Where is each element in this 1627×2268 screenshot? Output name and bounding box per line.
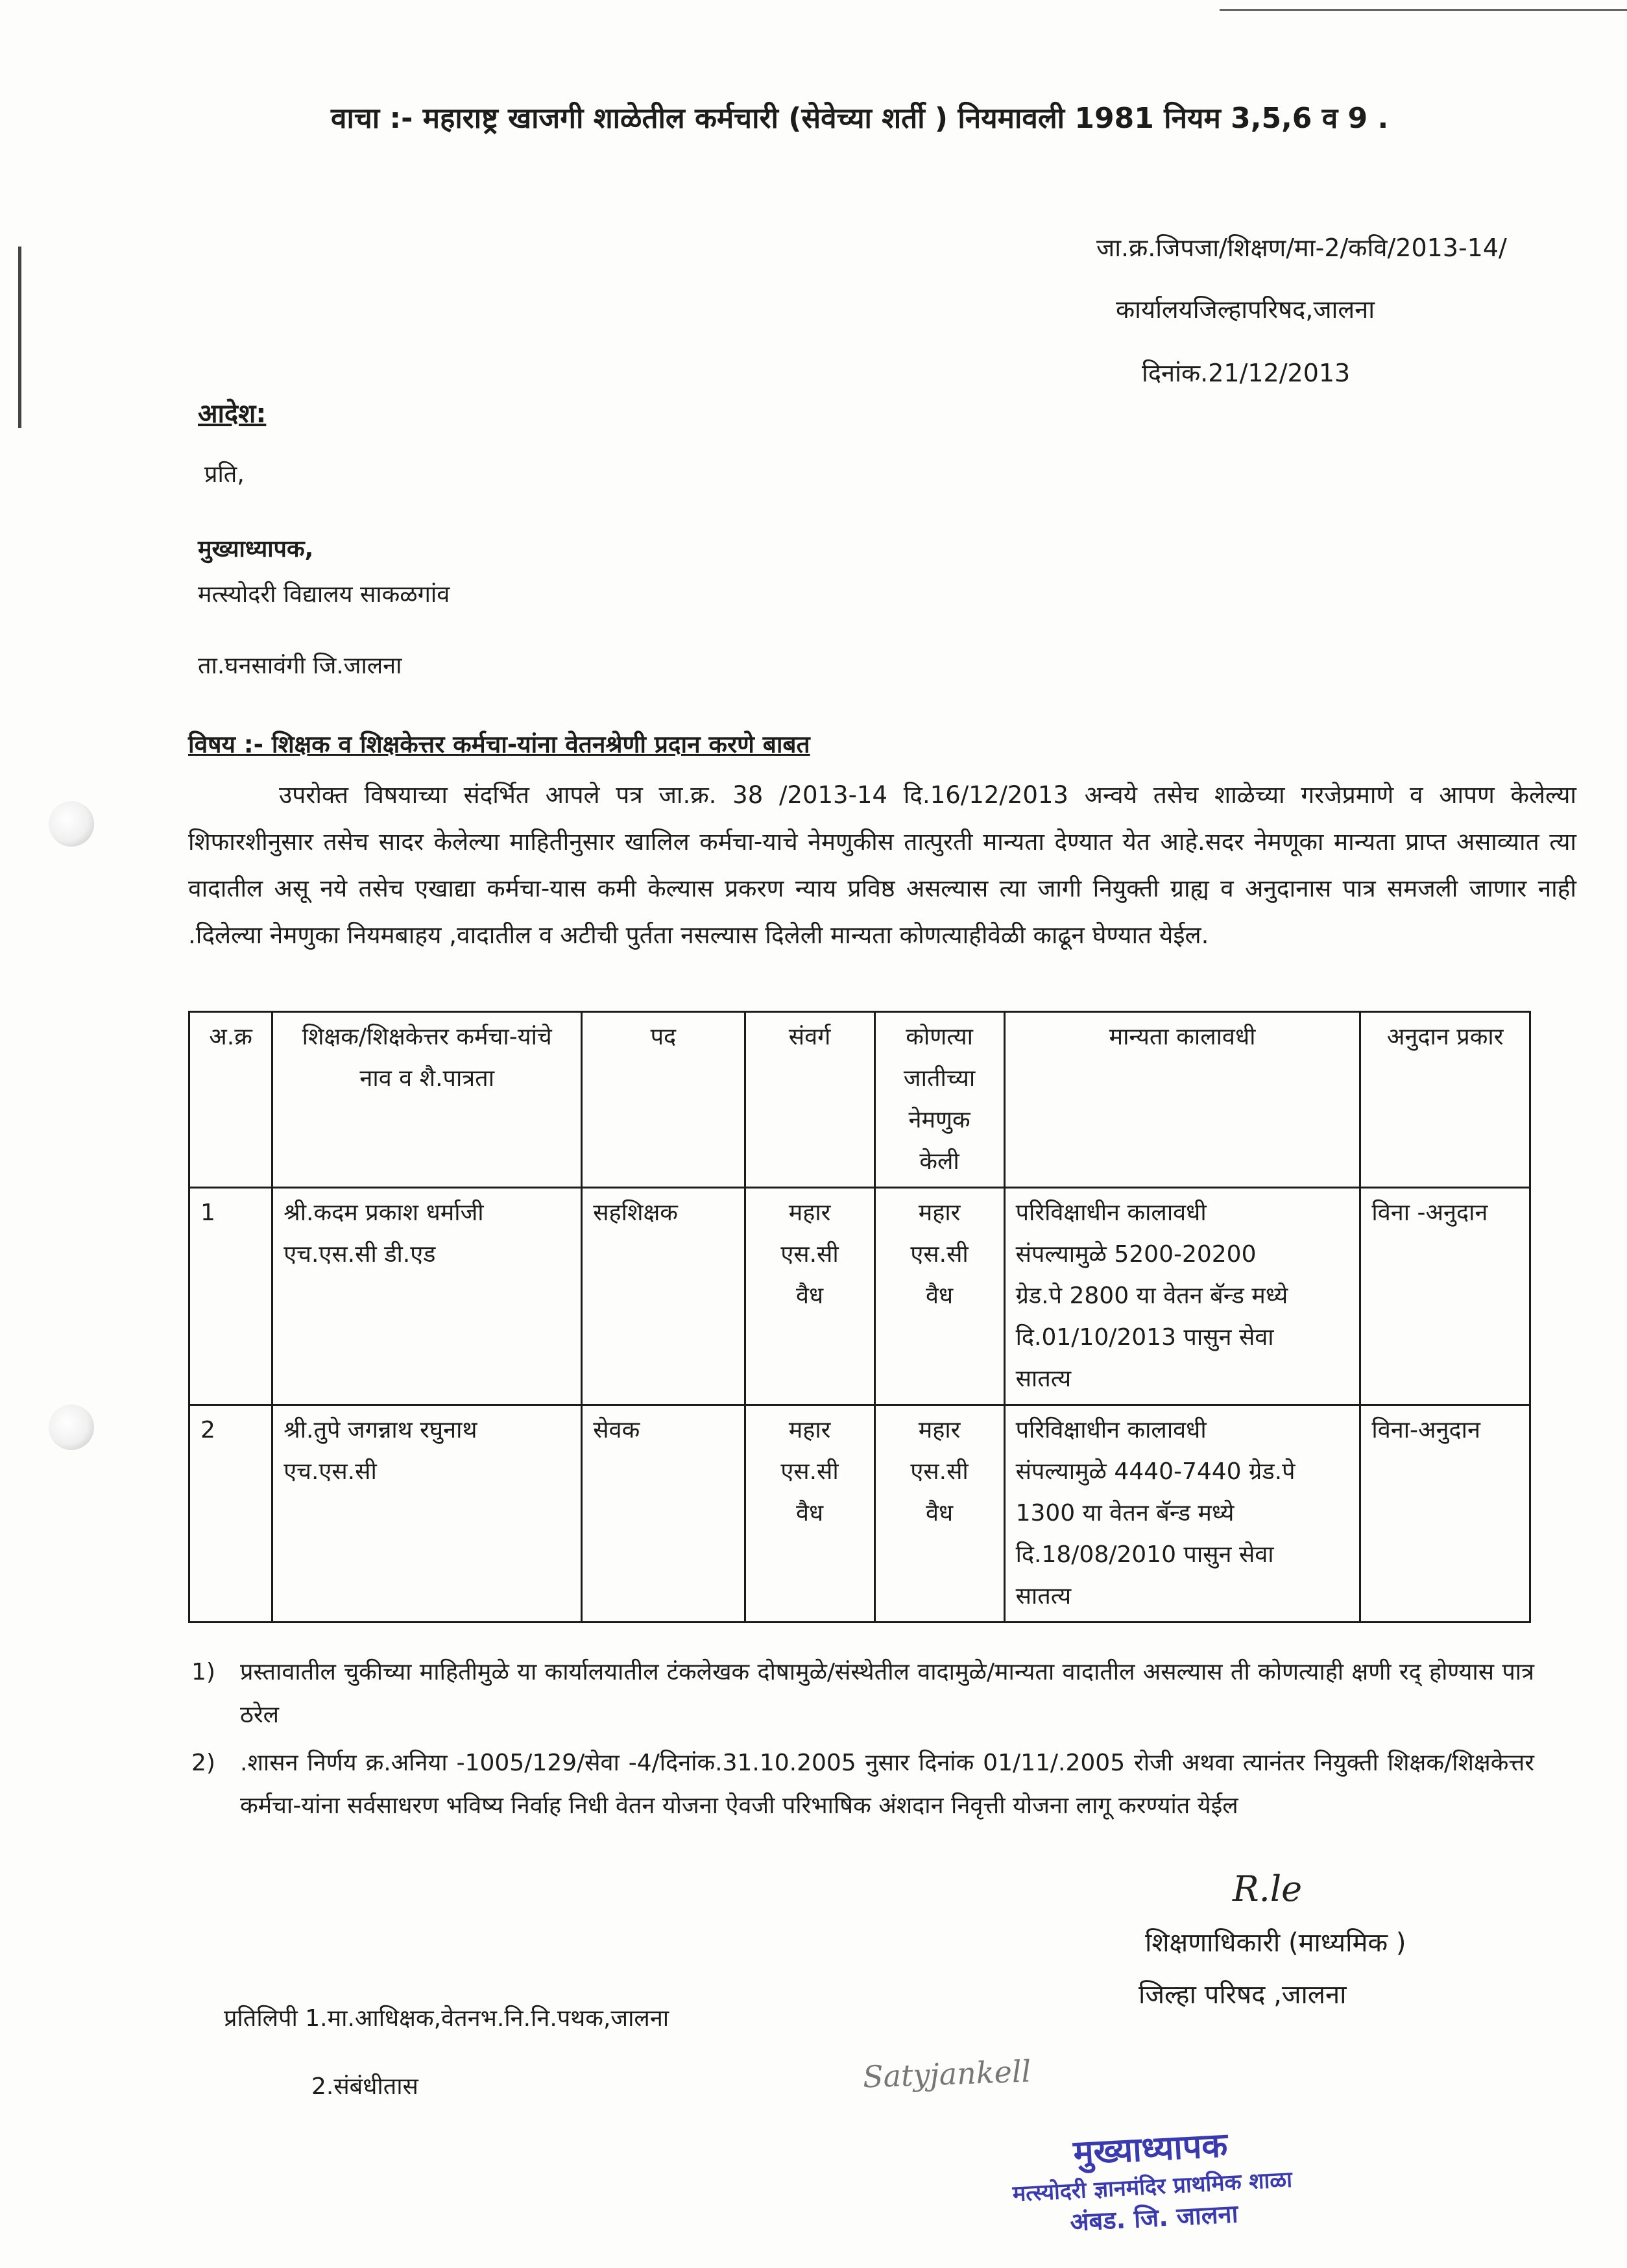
- cadre-line: वैध: [795, 1500, 824, 1526]
- header-period: मान्यता कालावधी: [1004, 1012, 1360, 1188]
- caste-line: महार: [918, 1417, 961, 1443]
- addressee-place: ता.घनसावंगी जि.जालना: [198, 653, 402, 679]
- period-line: 1300 या वेतन बॅन्ड मध्ये: [1015, 1500, 1235, 1526]
- officer-office: जिल्हा परिषद ,जालना: [1139, 1980, 1347, 2010]
- caste-line: एस.सी: [910, 1458, 969, 1485]
- cadre-line: एस.सी: [780, 1458, 839, 1485]
- period-line: परिविक्षाधीन कालावधी: [1015, 1417, 1207, 1443]
- school-stamp: [1009, 2117, 1295, 2241]
- punch-hole-top: [49, 801, 94, 847]
- header-name: शिक्षक/शिक्षकेत्तर कर्मचा-यांचे नाव व शै.पात्रता: [272, 1012, 582, 1188]
- header-caste: कोणत्या जातीच्या नेमणुक केली: [874, 1012, 1004, 1188]
- row-post: सेवक: [582, 1405, 745, 1623]
- caste-line: महार: [918, 1200, 961, 1226]
- order-label: आदेश:: [198, 399, 267, 429]
- copy-to-line-1: प्रतिलिपी 1.मा.आधिक्षक,वेतनभ.नि.नि.पथक,जालना: [224, 2005, 669, 2032]
- note-2: [191, 1742, 1534, 1828]
- row-period: [1004, 1188, 1360, 1405]
- row-name-cell: [272, 1188, 582, 1405]
- stamp-line-1: मुख्याध्यापक: [1072, 2125, 1229, 2173]
- addressee-school: मत्स्योदरी विद्यालय साकळगांव: [198, 581, 450, 608]
- body-paragraph-text: उपरोक्त विषयाच्या संदर्भित आपले पत्र जा.क्र. 38 /2013-14 दि.16/12/2013 अन्वये तसेच शाळेच्या गरजेप्रमाणे व आपण केलेल्या शिफारशीनुसार तसेच सादर केलेल्या माहितीनुसार खालिल कर्मचा-याचे नेमणुकीस तात्पुरती मान्यता देण्यात येत आहे.सदर नेमणूका मान्यता प्राप्त असाव्यात त्या वादातील असू नये तसेच एखाद्या कर्मचा-यास कमी केल्यास प्रकरण न्याय प्रविष्ठ असल्यास त्या जागी नियुक्ती ग्राह्य व अनुदानास पात्र समजली जाणार नाही .दिलेल्या नेमणुका नियमबाहय ,वादातील व अटीची पुर्तता नसल्यास दिलेली मान्यता कोणत्याहीवेळी काढून घेण्यात येईल.: [188, 781, 1576, 949]
- signature-initials: R.le: [1233, 1868, 1303, 1909]
- row-caste: [874, 1188, 1004, 1405]
- addressee-designation: मुख्याध्यापक,: [198, 536, 314, 562]
- note-number: 1): [191, 1659, 215, 1685]
- row-sr: 1: [189, 1188, 272, 1405]
- row-period: [1004, 1405, 1360, 1623]
- period-line: संपल्यामुळे 4440-7440 ग्रेड.पे: [1015, 1458, 1296, 1485]
- row-cadre: [745, 1405, 874, 1623]
- row-name-cell: [272, 1405, 582, 1623]
- letter-date: दिनांक.21/12/2013: [1142, 359, 1351, 387]
- punch-hole-bottom: [49, 1405, 94, 1450]
- period-line: दि.18/08/2010 पासुन सेवा: [1015, 1541, 1274, 1568]
- copy-to-line-2: 2.संबंधीतास: [311, 2073, 418, 2100]
- header-sr: अ.क्र: [189, 1012, 272, 1188]
- cadre-line: एस.सी: [780, 1241, 839, 1268]
- addressee-prati: प्रति,: [204, 461, 245, 488]
- officer-designation: शिक्षणाधिकारी (माध्यमिक ): [1145, 1928, 1406, 1958]
- employee-name: श्री.कदम प्रकाश धर्माजी: [283, 1200, 484, 1226]
- subject-line: विषय :- शिक्षक व शिक्षकेत्तर कर्मचा-यांना वेतनश्रेणी प्रदान करणे बाबत: [188, 730, 810, 758]
- cadre-line: वैध: [795, 1283, 824, 1309]
- stamp-line-2: मत्स्योदरी ज्ञानमंदिर प्राथमिक शाळा: [1011, 2166, 1293, 2208]
- outward-number: जा.क्र.जिपजा/शिक्षण/मा-2/कवि/2013-14/: [1096, 234, 1507, 262]
- row-post: सहशिक्षक: [582, 1188, 745, 1405]
- approval-table: [188, 1011, 1531, 1623]
- cadre-line: महार: [788, 1417, 831, 1443]
- stamp-line-3: अंबड. जि. जालना: [1069, 2199, 1239, 2237]
- period-line: ग्रेड.पे 2800 या वेतन बॅन्ड मध्ये: [1015, 1283, 1288, 1309]
- note-number: 2): [191, 1750, 215, 1776]
- period-line: सातत्य: [1015, 1583, 1072, 1610]
- caste-line: एस.सी: [910, 1241, 969, 1268]
- note-text: .शासन निर्णय क्र.अनिया -1005/129/सेवा -4/दिनांक.31.10.2005 नुसार दिनांक 01/11/.2005 रोजी अथवा त्यानंतर नियुक्ती शिक्षक/शिक्षकेत्तर कर्मचा-यांना सर्वसाधरण भविष्य निर्वाह निधी वेतन योजना ऐवजी परिभाषिक अंशदान निवृत्ती योजना लागू करण्यांत येईल: [240, 1750, 1534, 1819]
- employee-qualification: एच.एस.सी: [283, 1458, 377, 1485]
- employee-name: श्री.तुपे जगन्नाथ रघुनाथ: [283, 1417, 477, 1443]
- scan-top-line: [1220, 9, 1627, 11]
- table-row: [189, 1188, 1530, 1405]
- period-line: परिविक्षाधीन कालावधी: [1015, 1200, 1207, 1226]
- row-grant: विना -अनुदान: [1360, 1188, 1530, 1405]
- row-grant: विना-अनुदान: [1360, 1405, 1530, 1623]
- row-caste: [874, 1405, 1004, 1623]
- employee-qualification: एच.एस.सी डी.एड: [283, 1241, 436, 1268]
- body-paragraph: [188, 772, 1576, 959]
- table-row: [189, 1405, 1530, 1623]
- header-grant: अनुदान प्रकार: [1360, 1012, 1530, 1188]
- office-name: कार्यालयजिल्हापरिषद,जालना: [1116, 295, 1375, 324]
- caste-line: वैध: [926, 1500, 954, 1526]
- cadre-line: महार: [788, 1200, 831, 1226]
- header-post: पद: [582, 1012, 745, 1188]
- row-cadre: [745, 1188, 874, 1405]
- note-1: [191, 1651, 1534, 1737]
- period-line: संपल्यामुळे 5200-20200: [1015, 1241, 1257, 1268]
- reference-line: वाचा :- महाराष्ट्र खाजगी शाळेतील कर्मचारी (सेवेच्या शर्ती ) नियमावली 1981 नियम 3,5,6 व 9 .: [331, 102, 1389, 135]
- scan-edge-mark: [18, 247, 21, 428]
- header-cadre: संवर्ग: [745, 1012, 874, 1188]
- received-signature: Satyjankell: [862, 2053, 1032, 2095]
- table-header-row: [189, 1012, 1530, 1188]
- row-sr: 2: [189, 1405, 272, 1623]
- note-text: प्रस्तावातील चुकीच्या माहितीमुळे या कार्यालयातील टंकलेखक दोषामुळे/संस्थेतील वादामुळे/मान्यता वादातील असल्यास ती कोणत्याही क्षणी रद् होण्यास पात्र ठरेल: [240, 1659, 1534, 1728]
- period-line: दि.01/10/2013 पासुन सेवा: [1015, 1324, 1274, 1351]
- period-line: सातत्य: [1015, 1366, 1072, 1392]
- caste-line: वैध: [926, 1283, 954, 1309]
